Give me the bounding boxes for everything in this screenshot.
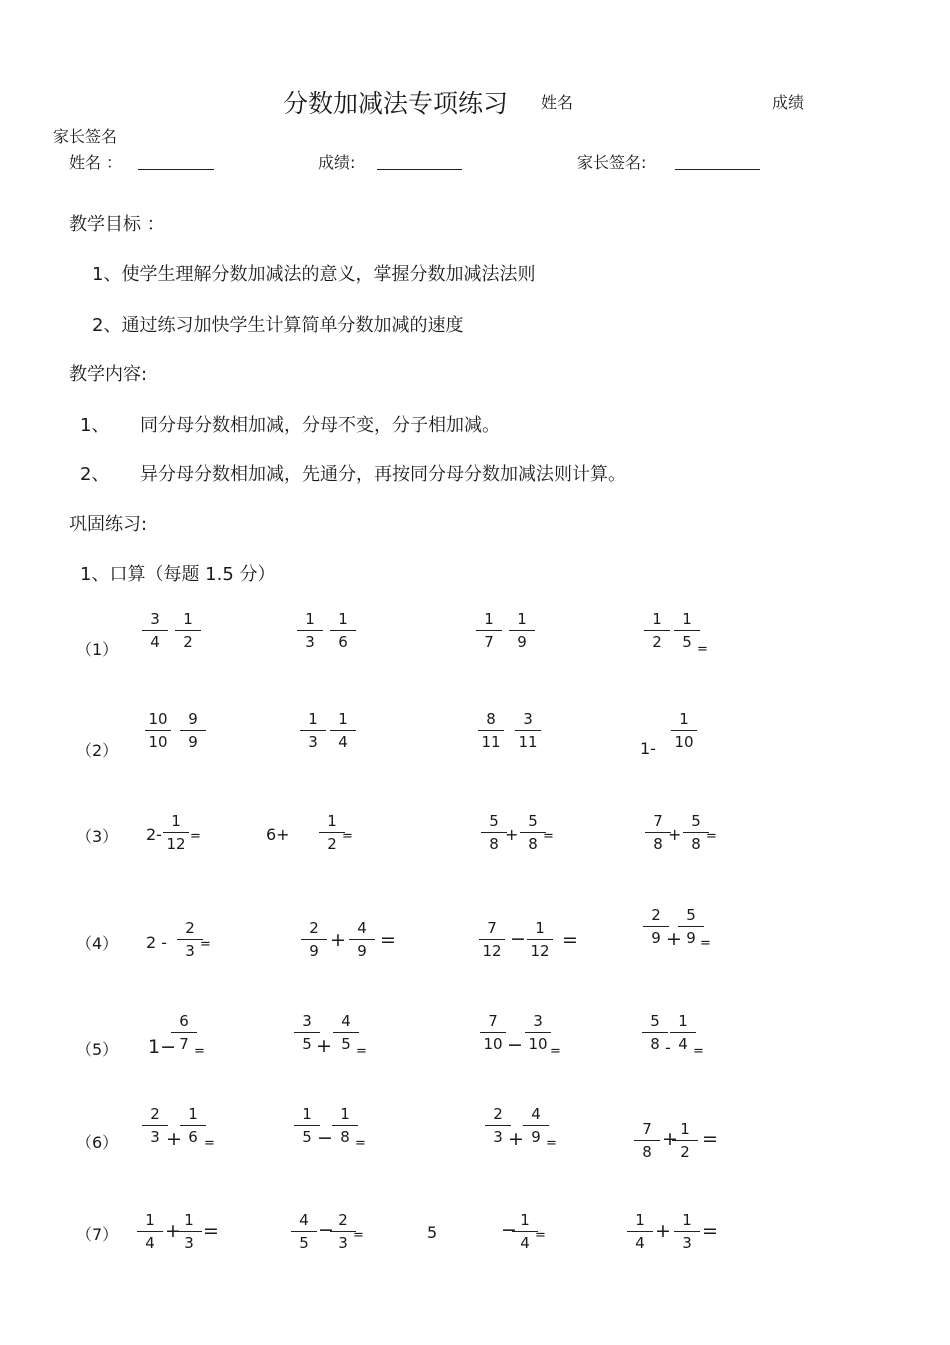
- fraction: $\frac{4}{9}$: [523, 1105, 549, 1146]
- fraction: $\frac{3}{11}$: [515, 710, 541, 751]
- fraction: $\frac{1}{4}$: [137, 1211, 163, 1252]
- equals-sign: =: [546, 1136, 557, 1151]
- content-item-2-text: 异分母分数相加减，先通分，再按同分母分数加减法则计算。: [140, 464, 626, 485]
- fraction: $\frac{1}{10}$: [671, 710, 697, 751]
- equals-sign: =: [697, 642, 708, 657]
- fraction: $\frac{10}{10}$: [145, 710, 171, 751]
- goals-heading: 教学目标 ：: [69, 214, 165, 235]
- plus-sign: +: [505, 825, 519, 844]
- equals-sign: =: [693, 1044, 704, 1059]
- content-item-1-num: 1、: [80, 415, 110, 436]
- fraction: $\frac{1}{4}$: [330, 710, 356, 751]
- one-minus: 1-: [640, 739, 656, 758]
- fraction: $\frac{1}{6}$: [330, 610, 356, 651]
- fraction: $\frac{7}{12}$: [479, 919, 505, 960]
- plus-sign: +: [316, 1035, 332, 1057]
- row-label-1: （1）: [76, 640, 119, 659]
- equals-sign: =: [353, 1228, 364, 1243]
- fraction: $\frac{8}{11}$: [478, 710, 504, 751]
- fraction: $\frac{4}{5}$: [333, 1012, 359, 1053]
- equals-sign: =: [203, 1220, 219, 1242]
- plus-sign: +: [666, 928, 682, 950]
- minus-sign: −: [501, 1219, 517, 1241]
- minus-sign: −: [317, 1127, 333, 1149]
- fraction: $\frac{4}{5}$: [291, 1211, 317, 1252]
- fraction: $\frac{1}{4}$: [670, 1012, 696, 1053]
- fraction: $\frac{1}{2}$: [319, 812, 345, 853]
- fraction: $\frac{7}{10}$: [480, 1012, 506, 1053]
- minus-sign: −: [510, 928, 526, 950]
- minus-sign: -: [665, 1038, 671, 1057]
- parent-sign-field-label: 家长签名:: [577, 153, 647, 172]
- fraction: $\frac{4}{9}$: [349, 919, 375, 960]
- fraction: $\frac{1}{2}$: [672, 1120, 698, 1161]
- one-minus: 1−: [148, 1036, 177, 1058]
- fraction: $\frac{1}{12}$: [527, 919, 553, 960]
- content-heading: 教学内容:: [69, 364, 148, 385]
- row-label-6: （6）: [76, 1133, 119, 1152]
- fraction: $\frac{5}{8}$: [520, 812, 546, 853]
- equals-sign: =: [194, 1044, 205, 1059]
- fraction: $\frac{1}{2}$: [644, 610, 670, 651]
- equals-sign: =: [535, 1228, 546, 1243]
- equals-sign: =: [190, 829, 201, 844]
- plus-sign: +: [508, 1128, 524, 1150]
- equals-sign: =: [550, 1044, 561, 1059]
- row-label-5: （5）: [76, 1040, 119, 1059]
- fraction: $\frac{7}{8}$: [645, 812, 671, 853]
- fraction: $\frac{1}{4}$: [512, 1211, 538, 1252]
- fraction: $\frac{2}{9}$: [643, 906, 669, 947]
- fraction: $\frac{3}{10}$: [525, 1012, 551, 1053]
- six-plus: 6+: [266, 825, 290, 844]
- score-blank[interactable]: [377, 153, 462, 174]
- parent-sign-blank[interactable]: [675, 153, 760, 174]
- name-field-label: 姓名 ：: [69, 153, 123, 172]
- goal-item-1: 1、使学生理解分数加减法的意义，掌握分数加减法法则: [92, 264, 536, 285]
- content-item-1-text: 同分母分数相加减，分母不变，分子相加减。: [140, 415, 500, 436]
- fraction: $\frac{1}{6}$: [180, 1105, 206, 1146]
- equals-sign: =: [380, 929, 396, 951]
- equals-sign: =: [562, 929, 578, 951]
- equals-sign: =: [700, 936, 711, 951]
- practice-heading: 巩固练习:: [69, 514, 148, 535]
- fraction: $\frac{5}{8}$: [683, 812, 709, 853]
- score-field-label: 成绩:: [318, 153, 356, 172]
- equals-sign: =: [204, 1136, 215, 1151]
- equals-sign: =: [702, 1128, 718, 1150]
- two-minus: 2-: [146, 825, 162, 844]
- parent-sign-label-top: 家长签名: [53, 127, 118, 146]
- equals-sign: =: [543, 829, 554, 844]
- fraction: $\frac{2}{3}$: [177, 919, 203, 960]
- equals-sign: =: [356, 1044, 367, 1059]
- plus-sign: +: [662, 1128, 678, 1150]
- fraction: $\frac{1}{8}$: [332, 1105, 358, 1146]
- equals-sign: =: [706, 829, 717, 844]
- content-item-2-num: 2、: [80, 464, 110, 485]
- plus-sign: +: [655, 1220, 671, 1242]
- plus-sign: +: [668, 825, 682, 844]
- fraction: $\frac{1}{5}$: [294, 1105, 320, 1146]
- fraction: $\frac{5}{8}$: [642, 1012, 668, 1053]
- fraction: $\frac{3}{5}$: [294, 1012, 320, 1053]
- equals-sign: =: [200, 937, 211, 952]
- minus-sign: −: [507, 1034, 523, 1056]
- fraction: $\frac{1}{2}$: [175, 610, 201, 651]
- fraction: $\frac{5}{8}$: [481, 812, 507, 853]
- goal-item-2: 2、通过练习加快学生计算简单分数加减的速度: [92, 315, 464, 336]
- page-title: 分数加减法专项练习: [283, 89, 509, 118]
- fraction: $\frac{9}{9}$: [180, 710, 206, 751]
- equals-sign: =: [702, 1220, 718, 1242]
- fraction: $\frac{1}{4}$: [627, 1211, 653, 1252]
- fraction: $\frac{7}{8}$: [634, 1120, 660, 1161]
- fraction: $\frac{2}{9}$: [301, 919, 327, 960]
- score-label-top: 成绩: [772, 93, 805, 112]
- equals-sign: =: [355, 1136, 366, 1151]
- plus-sign: +: [166, 1128, 182, 1150]
- fraction: $\frac{5}{9}$: [678, 906, 704, 947]
- practice-subheading: 1、口算（每题 1.5 分）: [80, 564, 276, 585]
- fraction: $\frac{2}{3}$: [485, 1105, 511, 1146]
- row-label-2: （2）: [76, 741, 119, 760]
- fraction: $\frac{1}{3}$: [297, 610, 323, 651]
- row-label-4: （4）: [76, 934, 119, 953]
- row-label-3: （3）: [76, 827, 119, 846]
- fraction: $\frac{2}{3}$: [142, 1105, 168, 1146]
- fraction: $\frac{1}{5}$: [674, 610, 700, 651]
- minus-sign: −: [318, 1219, 334, 1241]
- fraction: $\frac{6}{7}$: [171, 1012, 197, 1053]
- fraction: $\frac{1}{3}$: [300, 710, 326, 751]
- plus-sign: +: [165, 1220, 181, 1242]
- plus-sign: +: [330, 929, 346, 951]
- name-label-top: 姓名: [541, 93, 574, 112]
- fraction: $\frac{3}{4}$: [142, 610, 168, 651]
- fraction: $\frac{2}{3}$: [330, 1211, 356, 1252]
- two-minus: 2 -: [146, 933, 168, 952]
- row-label-7: （7）: [76, 1225, 119, 1244]
- fraction: $\frac{1}{3}$: [176, 1211, 202, 1252]
- fraction: $\frac{1}{7}$: [476, 610, 502, 651]
- equals-sign: =: [342, 829, 353, 844]
- fraction: $\frac{1}{3}$: [674, 1211, 700, 1252]
- fraction: $\frac{1}{9}$: [509, 610, 535, 651]
- whole-number-five: 5: [427, 1223, 438, 1242]
- fraction: $\frac{1}{12}$: [163, 812, 189, 853]
- name-blank[interactable]: [138, 153, 214, 174]
